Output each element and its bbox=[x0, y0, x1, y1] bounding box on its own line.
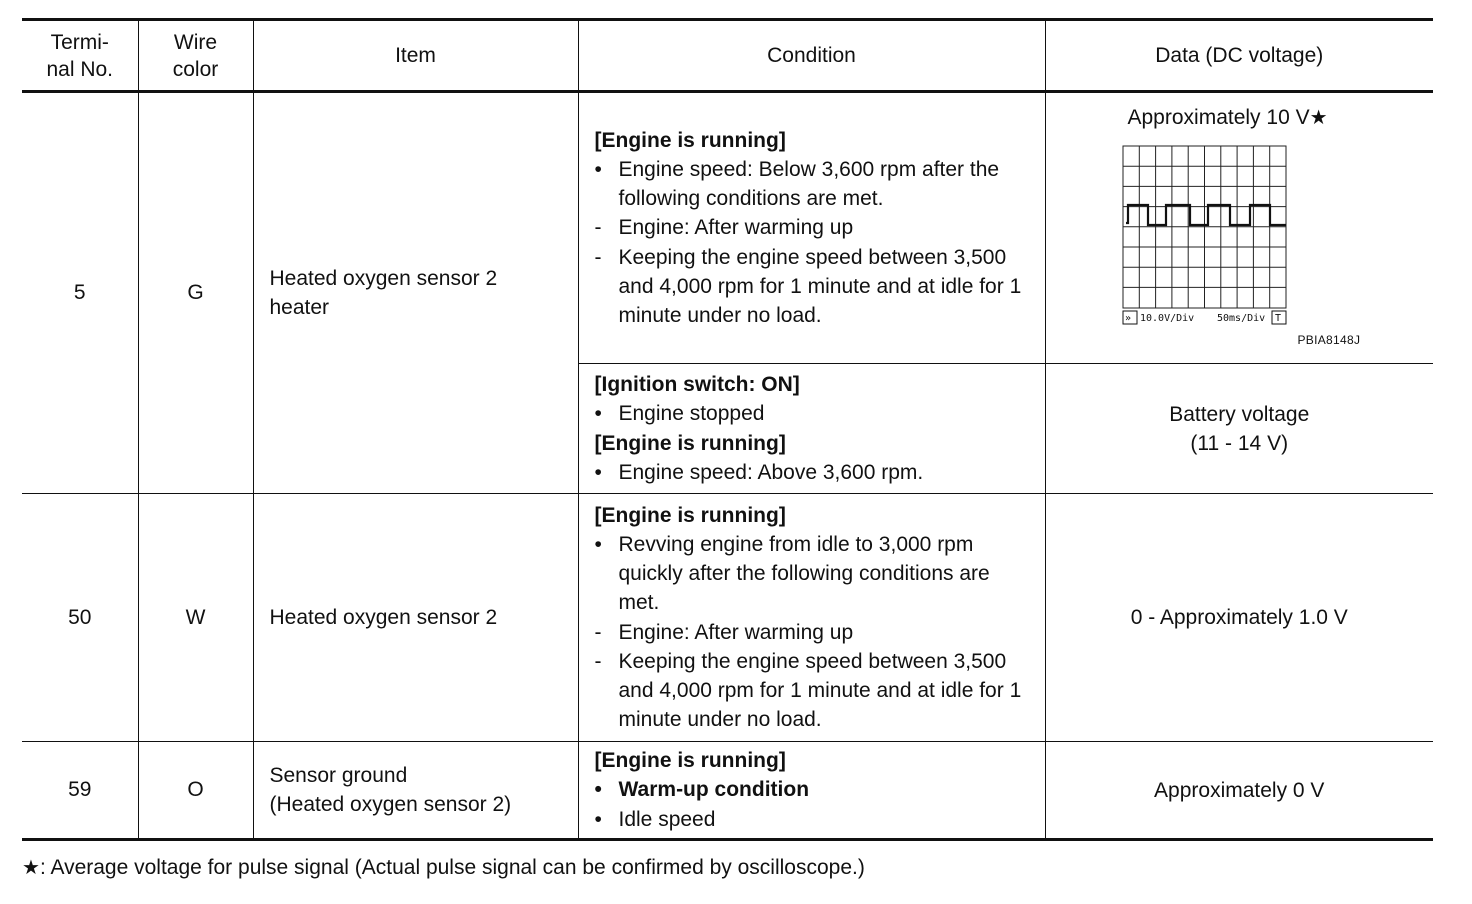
item-cell: Heated oxygen sensor 2 heater bbox=[253, 92, 578, 494]
condition-cell bbox=[578, 92, 1045, 364]
table-row bbox=[22, 494, 1433, 742]
star-icon: ★ bbox=[1309, 107, 1328, 129]
time-per-div: 50ms/Div bbox=[1216, 313, 1265, 324]
data-cell: Approximately 0 V bbox=[1045, 742, 1433, 840]
condition-line: - Keeping the engine speed between 3,500 and 4,000 rpm for 1 minute and at idle for 1 minute under no load. bbox=[594, 649, 1022, 732]
header-item: Item bbox=[253, 20, 578, 92]
table-row bbox=[22, 92, 1433, 364]
header-data-dc-voltage: Data (DC voltage) bbox=[1045, 20, 1433, 92]
condition-line: • Engine speed: Above 3,600 rpm. bbox=[594, 460, 924, 484]
pulse-signal bbox=[1126, 205, 1286, 225]
data-cell: 0 - Approximately 1.0 V bbox=[1045, 494, 1433, 742]
condition-header: [Engine is running] bbox=[594, 128, 786, 152]
footnote: ★: Average voltage for pulse signal (Actual pulse signal can be confirmed by oscilloscope.) bbox=[22, 856, 865, 879]
terminal-data-table bbox=[22, 18, 1433, 841]
condition-cell bbox=[578, 742, 1045, 840]
condition-line: - Engine: After warming up bbox=[594, 620, 854, 644]
condition-header: [Engine is running] bbox=[594, 431, 786, 455]
condition-line: • Warm-up condition bbox=[594, 778, 810, 802]
terminal-cell: 59 bbox=[22, 742, 138, 840]
channel-icon: » bbox=[1124, 313, 1131, 324]
header-condition: Condition bbox=[578, 20, 1045, 92]
data-cell: Battery voltage (11 - 14 V) bbox=[1045, 364, 1433, 494]
condition-cell bbox=[578, 364, 1045, 494]
data-cell bbox=[1045, 92, 1433, 364]
condition-header: [Engine is running] bbox=[594, 503, 786, 527]
item-cell: Sensor ground (Heated oxygen sensor 2) bbox=[253, 742, 578, 840]
condition-line: • Engine speed: Below 3,600 rpm after the following conditions are met. bbox=[594, 157, 1000, 211]
scope-status-bar bbox=[1123, 311, 1286, 324]
condition-line: • Idle speed bbox=[594, 807, 716, 831]
condition-line: - Engine: After warming up bbox=[594, 216, 854, 240]
condition-header: [Engine is running] bbox=[594, 749, 786, 773]
trigger-indicator: T bbox=[1274, 313, 1281, 324]
figure-id: PBIA8148J bbox=[1297, 333, 1361, 347]
wire-color-cell: G bbox=[138, 92, 253, 494]
condition-header: [Ignition switch: ON] bbox=[594, 373, 800, 397]
header-wire-color: Wire color bbox=[138, 20, 253, 92]
terminal-cell: 50 bbox=[22, 494, 138, 742]
wire-color-cell: W bbox=[138, 494, 253, 742]
header-terminal-no: Termi- nal No. bbox=[22, 20, 138, 92]
terminal-cell: 5 bbox=[22, 92, 138, 494]
oscilloscope-waveform bbox=[1122, 145, 1288, 325]
star-icon: ★ bbox=[22, 857, 40, 879]
table-header-row bbox=[22, 20, 1433, 92]
condition-line: - Keeping the engine speed between 3,500 and 4,000 rpm for 1 minute and at idle for 1 minute under no load. bbox=[594, 245, 1022, 327]
table-row bbox=[22, 742, 1433, 840]
wire-color-cell: O bbox=[138, 742, 253, 840]
condition-cell bbox=[578, 494, 1045, 742]
data-value: Approximately 10 V★ bbox=[1127, 106, 1328, 129]
condition-line: • Revving engine from idle to 3,000 rpm quickly after the following conditions are met. bbox=[594, 532, 990, 615]
scope-grid bbox=[1123, 146, 1286, 308]
condition-line: • Engine stopped bbox=[594, 402, 765, 426]
item-cell: Heated oxygen sensor 2 bbox=[253, 494, 578, 742]
volts-per-div: 10.0V/Div bbox=[1139, 313, 1194, 324]
